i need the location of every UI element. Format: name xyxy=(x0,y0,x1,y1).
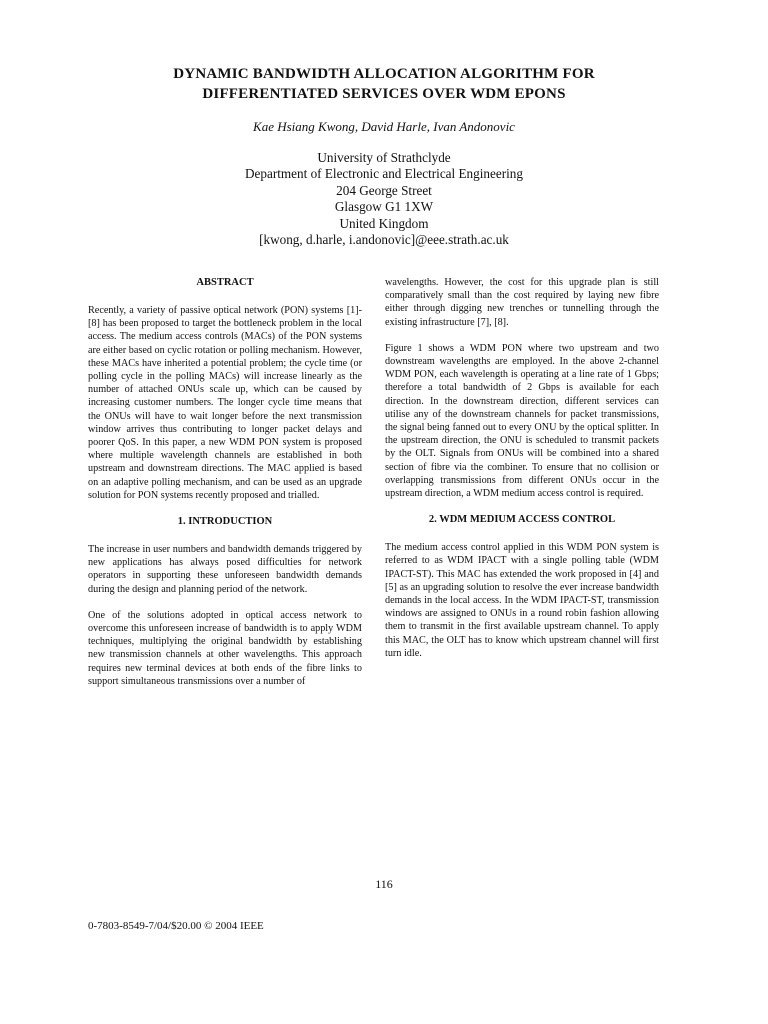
abstract-text: Recently, a variety of passive optical network (PON) systems [1]-[8] has been proposed to target the bottleneck problem in the local access. The medium access controls (MACs) of the PON systems are either based on cyclic rotation or polling mechanism. However, these MACs have inherited a potential problem; the cycle time (or polling cycle in the polling MACs) will increase linearly as the number of attached ONUs scale up, which can be caused by increasing customer numbers. The longer cycle time means that the ONUs will have to wait longer before the next transmission window arrives thus contributing to longer packet delays and poorer QoS. In this paper, a new WDM PON system is proposed where multiple wavelength channels are established in both upstream and downstream directions. The MAC applied is based on an adaptive polling mechanism, and can be used as an upgrade solution for PON systems recently proposed and trialled. xyxy=(88,305,362,501)
left-column xyxy=(88,276,362,688)
affiliation-line: United Kingdom xyxy=(339,215,429,231)
body-paragraph: wavelengths. However, the cost for this upgrade plan is still comparatively small than the cost required by laying new fibre either through digging new trenches or tunnelling through the existing infrastructure [7], [8]. xyxy=(385,277,659,328)
title-line-1: DYNAMIC BANDWIDTH ALLOCATION ALGORITHM FOR xyxy=(173,66,595,82)
introduction-paragraph: One of the solutions adopted in optical access network to overcome this unforeseen increase of bandwidth is to apply WDM techniques, multiplying the original bandwidth by establishing new transmission channels at other wavelengths. This approach requires new terminal devices at both ends of the fibre links to support simultaneous transmissions over a number of xyxy=(88,609,362,687)
introduction-heading: 1. INTRODUCTION xyxy=(177,516,273,528)
body-paragraph: Figure 1 shows a WDM PON where two upstream and two downstream wavelengths are employed. In the above 2-channel WDM PON, each wavelength is operating at a line rate of 1 Gbps; therefore a total bandwidth of 2 Gbps is available for each direction. In the downstream direction, different services can utilise any of the downstream channels for packet transmissions, the signal being fanned out to every ONU by the optical splitter. In the upstream direction, the ONU is scheduled to transmit packets by the OLT. Signals from ONUs will be combined into a shared section of fibre via the combiner. To ensure that no collision or overlapping transmissions from different ONUs occur in the upstream direction, a WDM medium access control is required. xyxy=(385,342,659,500)
affiliation-line: University of Strathclyde xyxy=(317,150,451,165)
title-line-2: DIFFERENTIATED SERVICES OVER WDM EPONS xyxy=(202,86,566,102)
page-number: 116 xyxy=(375,877,393,891)
right-column xyxy=(385,276,659,660)
author-emails: [kwong, d.harle, i.andonovic]@eee.strath.ac.uk xyxy=(259,232,509,248)
section-2-heading: 2. WDM MEDIUM ACCESS CONTROL xyxy=(428,514,616,526)
copyright-footer: 0-7803-8549-7/04/$20.00 © 2004 IEEE xyxy=(88,920,264,932)
affiliation-block xyxy=(150,150,618,248)
affiliation-line: Department of Electronic and Electrical Engineering xyxy=(245,166,523,182)
affiliation-line: Glasgow G1 1XW xyxy=(334,199,434,215)
paper-title xyxy=(90,64,678,104)
abstract-heading: ABSTRACT xyxy=(196,277,254,288)
affiliation-line: 204 George Street xyxy=(336,182,432,198)
body-paragraph: The medium access control applied in this WDM PON system is referred to as WDM IPACT with a single polling table (WDM IPACT-ST). This MAC has extended the work proposed in [4] and [5] as an upgrading solution to resolve the ever increase bandwidth demands in the local access. In the WDM IPACT-ST, transmission windows are assigned to ONUs in a round robin fashion allowing them to transmit in the first available upstream channel. To apply this MAC, the OLT has to know which upstream channel will first turn idle. xyxy=(385,542,659,659)
author-list: Kae Hsiang Kwong, David Harle, Ivan Andonovic xyxy=(253,119,515,134)
introduction-paragraph: The increase in user numbers and bandwidth demands triggered by new applications has always posed difficulties for network operators in supporting these unforeseen bandwidth demands during the design and planning period of the network. xyxy=(88,544,362,595)
